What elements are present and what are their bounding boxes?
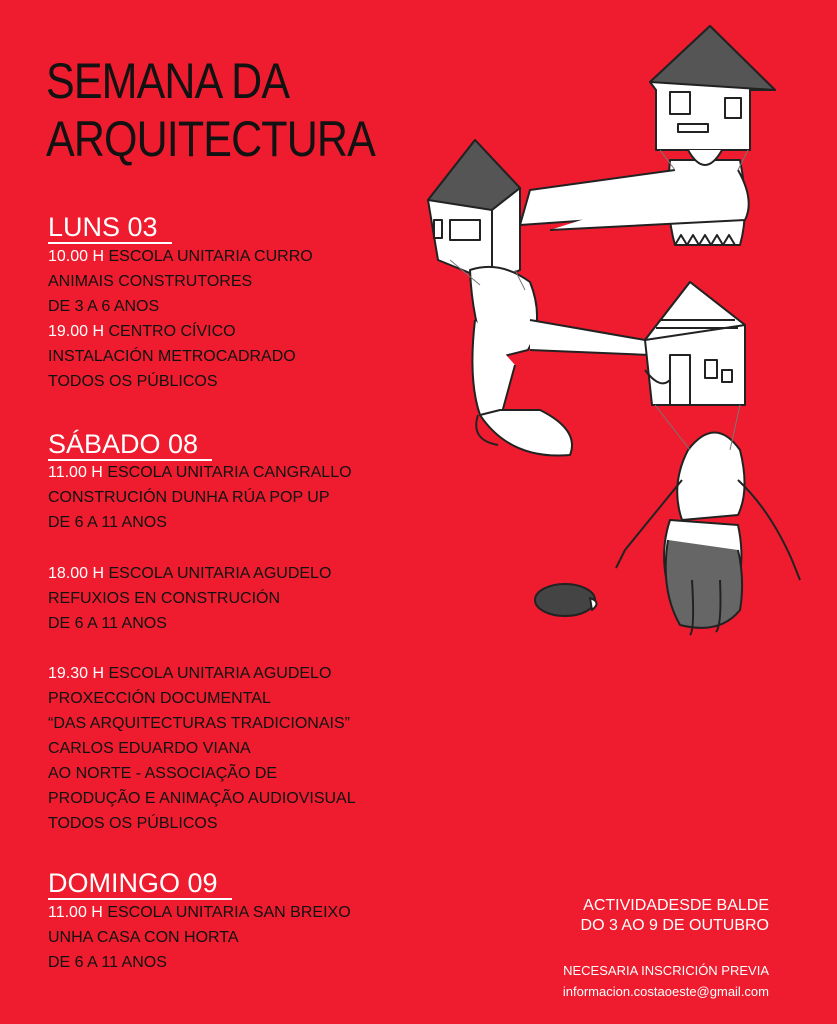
- venue: CENTRO CÍVICO: [108, 323, 236, 340]
- house-icon: [428, 140, 520, 282]
- person-icon: [520, 150, 749, 245]
- schedule-line: CARLOS EDUARDO VIANA: [48, 740, 251, 757]
- footer-free-activities: [581, 896, 769, 936]
- day-heading-sabado: SÁBADO 08: [48, 429, 212, 461]
- schedule-line: TODOS OS PÚBLICOS: [48, 815, 218, 832]
- schedule-line: ANIMAIS CONSTRUTORES: [48, 273, 253, 290]
- footer-line-2: DO 3 AO 9 DE OUTUBRO: [580, 917, 769, 934]
- day-heading-luns: LUNS 03: [48, 212, 172, 244]
- venue: ESCOLA UNITARIA SAN BREIXO: [107, 904, 351, 921]
- email-link[interactable]: informacion.costaoeste@gmail.com: [562, 984, 769, 999]
- schedule-line: [48, 244, 313, 269]
- house-icon: [645, 282, 745, 405]
- schedule-line: DE 6 A 11 ANOS: [48, 514, 167, 531]
- schedule-line: “DAS ARQUITECTURAS TRADICIONAIS”: [48, 715, 350, 732]
- schedule-line: INSTALACIÓN METROCADRADO: [48, 348, 296, 365]
- footer-registration: [563, 962, 769, 980]
- title-line-2: ARQUITECTURA: [46, 111, 375, 167]
- house-icon: [650, 26, 775, 150]
- luns-schedule: [48, 244, 313, 394]
- sabado-group-2: [48, 561, 331, 636]
- venue: ESCOLA UNITARIA CURRO: [108, 248, 313, 265]
- footer-contact: [563, 983, 769, 1001]
- time: 11.00 H: [48, 464, 103, 481]
- schedule-line: PRODUÇÃO E ANIMAÇÃO AUDIOVISUAL: [48, 790, 356, 807]
- schedule-line: DE 3 A 6 ANOS: [48, 298, 160, 315]
- schedule-line: TODOS OS PÚBLICOS: [48, 373, 218, 390]
- footer-line-1: ACTIVIDADESDE BALDE: [583, 897, 769, 914]
- poster-title: [46, 52, 375, 168]
- title-line-1: SEMANA DA: [46, 53, 290, 109]
- schedule-line: REFUXIOS EN CONSTRUCIÓN: [48, 590, 281, 607]
- day-heading-domingo: DOMINGO 09: [48, 868, 232, 900]
- schedule-line: DE 6 A 11 ANOS: [48, 954, 167, 971]
- schedule-line: [48, 661, 356, 686]
- schedule-line: CONSTRUCIÓN DUNHA RÚA POP UP: [48, 489, 330, 506]
- schedule-line: AO NORTE - ASSOCIAÇÃO DE: [48, 765, 278, 782]
- venue: ESCOLA UNITARIA AGUDELO: [108, 665, 332, 682]
- venue: ESCOLA UNITARIA AGUDELO: [108, 565, 332, 582]
- time: 10.00 H: [48, 248, 105, 265]
- hedgehog-icon: [535, 584, 597, 616]
- time: 19.00 H: [48, 323, 105, 340]
- schedule-line: [48, 561, 331, 586]
- sabado-group-3: [48, 661, 356, 836]
- schedule-line: [48, 319, 313, 344]
- schedule-line: [48, 460, 352, 485]
- time: 19.30 H: [48, 665, 105, 682]
- schedule-line: [48, 900, 351, 925]
- time: 18.00 H: [48, 565, 105, 582]
- schedule-line: DE 6 A 11 ANOS: [48, 615, 167, 632]
- domingo-schedule: [48, 900, 351, 975]
- house-people-illustration: [420, 20, 820, 650]
- schedule-line: PROXECCIÓN DOCUMENTAL: [48, 690, 271, 707]
- venue: ESCOLA UNITARIA CANGRALLO: [107, 464, 352, 481]
- footer-line-3: NECESARIA INSCRICIÓN PREVIA: [563, 963, 769, 978]
- time: 11.00 H: [48, 904, 103, 921]
- schedule-line: UNHA CASA CON HORTA: [48, 929, 239, 946]
- person-icon: [616, 433, 800, 636]
- person-icon: [470, 267, 650, 456]
- sabado-group-1: [48, 460, 352, 535]
